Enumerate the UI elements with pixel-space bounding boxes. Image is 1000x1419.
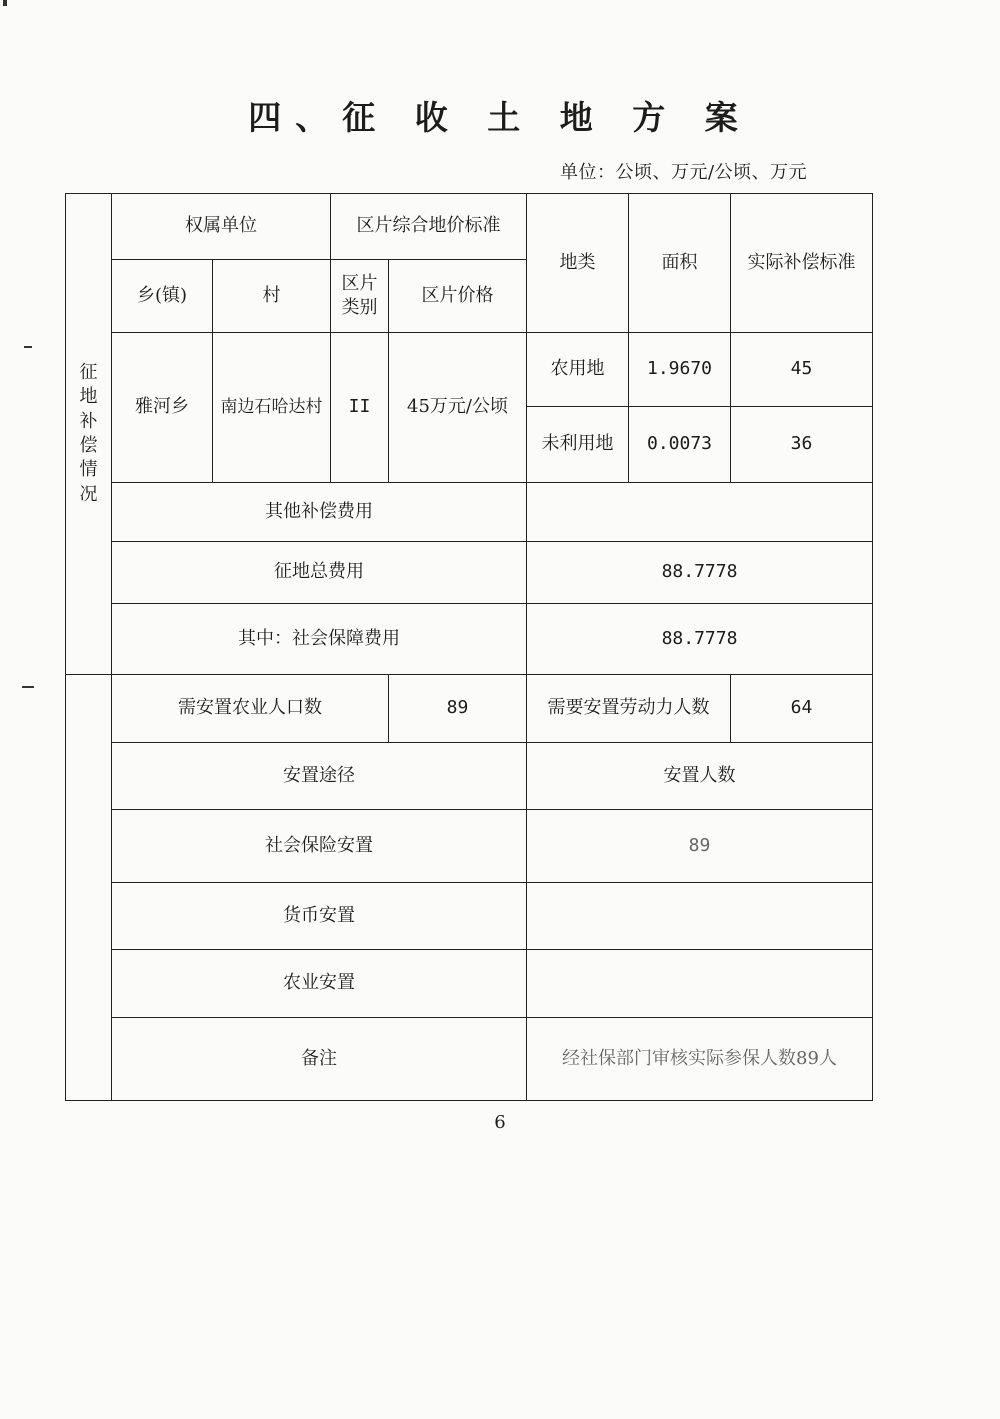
label-social-security-cost: 其中：社会保障费用 <box>111 603 527 675</box>
route-count <box>526 882 873 950</box>
value-other-fees <box>526 482 873 542</box>
header-zone-price: 区片价格 <box>388 259 527 333</box>
header-township: 乡(镇) <box>111 259 213 333</box>
scan-speck <box>22 686 34 688</box>
label-ag-population: 需安置农业人口数 <box>111 674 389 743</box>
side-char: 情 <box>79 459 98 481</box>
header-village: 村 <box>212 259 331 333</box>
header-zone-category: 区片类别 <box>330 259 389 333</box>
label-labor-count: 需要安置劳动力人数 <box>526 674 731 743</box>
route-name: 货币安置 <box>111 882 527 950</box>
unit-note: 单位：公顷、万元/公顷、万元 <box>560 162 808 183</box>
header-area: 面积 <box>628 193 731 333</box>
document-title: 四、征 收 土 地 方 案 <box>248 98 752 137</box>
header-land-type: 地类 <box>526 193 629 333</box>
route-count <box>526 949 873 1018</box>
route-name: 社会保险安置 <box>111 809 527 883</box>
value-remark: 经社保部门审核实际参保人数89人 <box>526 1017 873 1101</box>
scan-speck <box>3 0 7 6</box>
route-name: 农业安置 <box>111 949 527 1018</box>
label-other-fees: 其他补偿费用 <box>111 482 527 542</box>
header-resettlement-route: 安置途径 <box>111 742 527 810</box>
cell-land-type: 未利用地 <box>526 406 629 483</box>
side-char: 况 <box>79 483 98 505</box>
side-label-resettlement <box>65 674 112 1101</box>
cell-area: 0.0073 <box>628 406 731 483</box>
side-char: 地 <box>79 386 98 408</box>
value-total-cost: 88.7778 <box>526 541 873 604</box>
side-char: 征 <box>79 362 98 384</box>
side-char: 偿 <box>79 435 98 456</box>
land-acquisition-table <box>65 193 873 1101</box>
side-label-compensation <box>65 193 112 675</box>
value-social-security-cost: 88.7778 <box>526 603 873 675</box>
label-total-cost: 征地总费用 <box>111 541 527 604</box>
cell-standard: 45 <box>730 332 873 407</box>
cell-zone-price: 45万元/公顷 <box>388 332 527 483</box>
route-count: 89 <box>526 809 873 883</box>
side-char: 补 <box>79 410 98 432</box>
value-labor-count: 64 <box>730 674 873 743</box>
header-resettlement-count: 安置人数 <box>526 742 873 810</box>
cell-township: 雅河乡 <box>111 332 213 483</box>
label-remark: 备注 <box>111 1017 527 1101</box>
scan-speck <box>24 346 32 348</box>
value-ag-population: 89 <box>388 674 527 743</box>
header-actual-standard: 实际补偿标准 <box>730 193 873 333</box>
cell-area: 1.9670 <box>628 332 731 407</box>
cell-standard: 36 <box>730 406 873 483</box>
page-number: 6 <box>494 1112 506 1133</box>
cell-land-type: 农用地 <box>526 332 629 407</box>
cell-zone-category: II <box>330 332 389 483</box>
header-ownership-unit: 权属单位 <box>111 193 331 260</box>
cell-village: 南边石哈达村 <box>212 332 331 483</box>
header-zone-standard: 区片综合地价标准 <box>330 193 527 260</box>
